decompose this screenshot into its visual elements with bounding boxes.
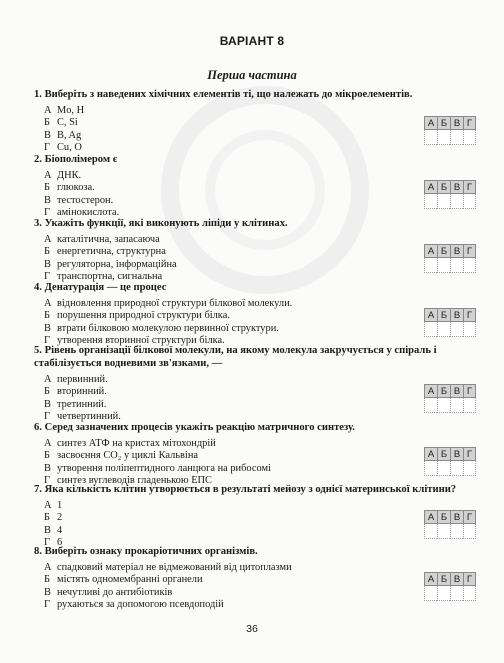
answer-box-a[interactable]: [424, 130, 437, 145]
part-title: Перша частина: [207, 68, 297, 82]
answer-letter: Г: [463, 116, 476, 130]
answer-box-d[interactable]: [463, 322, 476, 337]
option-c: В третинний.: [44, 398, 107, 410]
answer-box-b[interactable]: [437, 524, 450, 539]
answer-box-b[interactable]: [437, 322, 450, 337]
answer-box-d[interactable]: [463, 258, 476, 273]
option-d: Г 6: [44, 537, 63, 549]
answer-box-a[interactable]: [424, 524, 437, 539]
answer-box-a[interactable]: [424, 398, 437, 413]
question-text: 7. Яка кількість клітин утворюється в результаті мейозу з однієї материнської клітини?: [34, 484, 457, 495]
question-text: 4. Денатурація — це процес: [34, 282, 167, 293]
answer-letter: В: [450, 384, 463, 398]
answer-box-d[interactable]: [463, 586, 476, 601]
question-text: 3. Укажіть функції, які виконують ліпіди у клітинах.: [34, 218, 288, 229]
answer-letter: Г: [463, 384, 476, 398]
option-c: В тестостерон.: [44, 194, 114, 206]
question-4: [34, 281, 476, 348]
answer-box-d[interactable]: [463, 130, 476, 145]
question-1: [34, 88, 476, 155]
option-a: А каталітична, запасаюча: [44, 234, 160, 245]
option-b: Б вторинний.: [44, 386, 107, 398]
answer-box-c[interactable]: [450, 194, 463, 209]
answer-letter: Б: [437, 510, 450, 524]
answer-box-b[interactable]: [437, 258, 450, 273]
answer-grid[interactable]: [424, 572, 476, 603]
option-b: Б глюкоза.: [44, 182, 95, 194]
answer-box-b[interactable]: [437, 398, 450, 413]
answer-grid[interactable]: [424, 180, 476, 211]
option-d: Г амінокислота.: [44, 207, 120, 219]
question-6: [34, 421, 476, 488]
option-c: В нечутливі до антибіотиків: [44, 586, 173, 598]
answer-box-b[interactable]: [437, 586, 450, 601]
option-d: Г транспортна, сигнальна: [44, 271, 163, 283]
option-d: Г синтез вуглеводів гладенькою ЕПС: [44, 475, 212, 487]
answer-letter: А: [424, 180, 437, 194]
answer-letter: Б: [437, 244, 450, 258]
option-c: В втрати білковою молекулою первинної структури.: [44, 322, 279, 334]
answer-grid[interactable]: [424, 116, 476, 147]
answer-box-c[interactable]: [450, 461, 463, 476]
option-a: А 1: [44, 500, 63, 511]
answer-box-c[interactable]: [450, 130, 463, 145]
answer-letter: А: [424, 116, 437, 130]
answer-grid[interactable]: [424, 384, 476, 415]
answer-box-a[interactable]: [424, 258, 437, 273]
answer-letter: Б: [437, 384, 450, 398]
option-a: А ДНК.: [44, 170, 82, 181]
option-b: Б порушення природної структури білка.: [44, 310, 230, 322]
answer-letter: В: [450, 244, 463, 258]
answer-letter: А: [424, 447, 437, 461]
answer-letter: Г: [463, 180, 476, 194]
answer-letter: А: [424, 308, 437, 322]
option-c: В регуляторна, інформаційна: [44, 258, 177, 270]
answer-letter: В: [450, 116, 463, 130]
option-d: Г четвертинний.: [44, 411, 121, 423]
answer-box-b[interactable]: [437, 130, 450, 145]
answer-letter: Б: [437, 180, 450, 194]
answer-letter: В: [450, 308, 463, 322]
question-text: 2. Біополімером є: [34, 154, 118, 165]
answer-letter: А: [424, 384, 437, 398]
option-a: А спадковий матеріал не відмежований від цитоплазми: [44, 562, 292, 573]
answer-box-c[interactable]: [450, 586, 463, 601]
answer-box-d[interactable]: [463, 398, 476, 413]
answer-letter: А: [424, 244, 437, 258]
question-text: 1. Виберіть з наведених хімічних елементів ті, що належать до мікроелементів.: [34, 89, 413, 100]
answer-box-d[interactable]: [463, 524, 476, 539]
question-2: [34, 153, 476, 220]
answer-box-b[interactable]: [437, 194, 450, 209]
answer-letter: Г: [463, 244, 476, 258]
option-d: Г Cu, O: [44, 142, 82, 154]
option-c: В B, Ag: [44, 129, 82, 141]
answer-box-a[interactable]: [424, 322, 437, 337]
answer-letter: Б: [437, 572, 450, 586]
answer-box-a[interactable]: [424, 194, 437, 209]
option-a: А відновлення природної структури білкової молекули.: [44, 298, 293, 309]
variant-title: ВАРІАНТ 8: [219, 34, 285, 48]
answer-letter: Б: [437, 447, 450, 461]
question-text: 8. Виберіть ознаку прокаріотичних організмів.: [34, 546, 258, 557]
answer-box-d[interactable]: [463, 194, 476, 209]
option-d: Г утворення вторинної структури білка.: [44, 335, 225, 347]
answer-box-a[interactable]: [424, 461, 437, 476]
answer-box-b[interactable]: [437, 461, 450, 476]
answer-box-d[interactable]: [463, 461, 476, 476]
option-a: А первинний.: [44, 374, 108, 385]
option-b: Б засвоєння CO₂ у циклі Кальвіна: [44, 450, 198, 462]
page-number: 36: [246, 623, 258, 635]
answer-letter: Г: [463, 447, 476, 461]
answer-box-c[interactable]: [450, 524, 463, 539]
answer-letter: Б: [437, 308, 450, 322]
answer-grid[interactable]: [424, 308, 476, 339]
answer-letter: Г: [463, 510, 476, 524]
option-b: Б 2: [44, 512, 63, 524]
question-7: [34, 483, 476, 550]
question-3: [34, 217, 476, 284]
answer-letter: Г: [463, 308, 476, 322]
option-b: Б енергетична, структурна: [44, 246, 166, 258]
option-a: А Mo, H: [44, 105, 85, 116]
answer-letter: А: [424, 510, 437, 524]
answer-box-c[interactable]: [450, 398, 463, 413]
option-a: А синтез АТФ на кристах мітохондрій: [44, 438, 216, 449]
answer-letter: Б: [437, 116, 450, 130]
option-c: В 4: [44, 524, 63, 536]
option-b: Б C, Si: [44, 117, 78, 129]
answer-grid[interactable]: [424, 447, 476, 478]
option-b: Б містять одномембранні органели: [44, 574, 203, 586]
answer-box-c[interactable]: [450, 258, 463, 273]
option-c: В утворення поліпептидного ланцюга на рибосомі: [44, 462, 271, 474]
answer-letter: А: [424, 572, 437, 586]
answer-grid[interactable]: [424, 510, 476, 541]
answer-box-a[interactable]: [424, 586, 437, 601]
option-d: Г рухаються за допомогою псевдоподій: [44, 599, 224, 611]
question-8: [34, 545, 476, 612]
question-text: 5. Рівень організації білкової молекули, на якому молекула закручується у спіраль і стабілізується водневими зв'язками, —: [34, 345, 437, 369]
answer-box-c[interactable]: [450, 322, 463, 337]
answer-letter: В: [450, 447, 463, 461]
answer-letter: В: [450, 510, 463, 524]
question-text: 6. Серед зазначених процесів укажіть реакцію матричного синтезу.: [34, 422, 355, 433]
answer-letter: Г: [463, 572, 476, 586]
question-5: [34, 344, 476, 424]
answer-letter: В: [450, 180, 463, 194]
answer-letter: В: [450, 572, 463, 586]
answer-grid[interactable]: [424, 244, 476, 275]
